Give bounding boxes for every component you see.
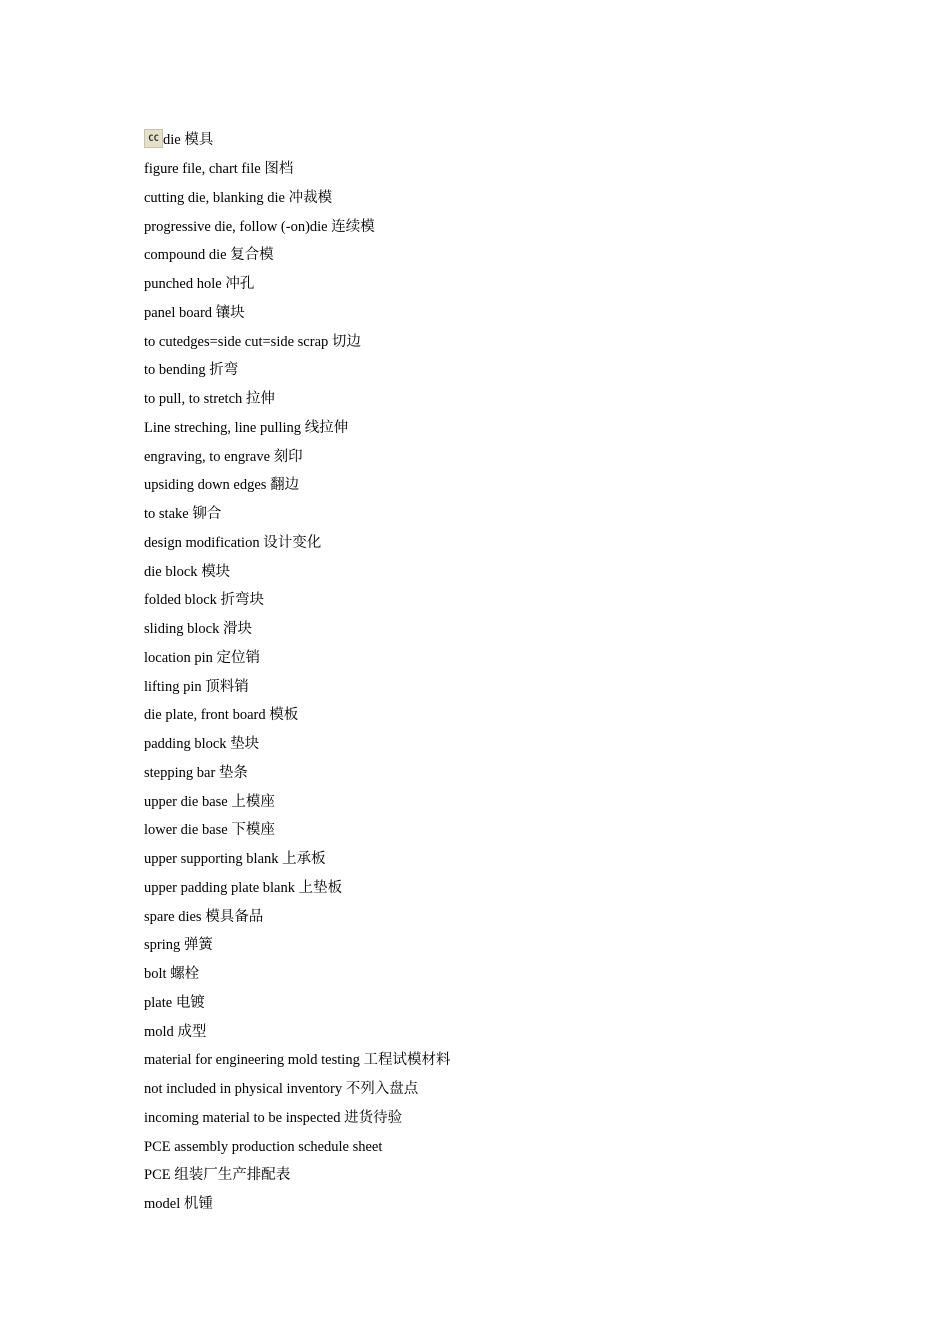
entry-chinese: 复合模 [230,247,274,264]
entry-chinese: 定位销 [216,649,260,666]
glossary-entry [144,845,904,874]
entry-english: upper padding plate blank [144,879,295,896]
entry-chinese: 刻印 [273,448,303,465]
glossary-entry [144,816,904,845]
entry-english: die block [144,563,198,580]
glossary-entry [144,328,904,357]
glossary-entry [144,903,904,932]
glossary-entry [144,874,904,903]
glossary-entry [144,730,904,759]
entry-chinese: 成型 [177,1023,207,1040]
glossary-entry [144,125,904,155]
glossary-entry [144,1018,904,1047]
entry-english: cutting die, blanking die [144,189,285,206]
entry-english: progressive die, follow (-on)die [144,218,328,235]
entry-chinese: 垫条 [218,764,248,781]
glossary-entry [144,615,904,644]
glossary-entry [144,989,904,1018]
glossary-entry [144,184,904,213]
entry-english: material for engineering mold testing [144,1052,360,1069]
glossary-entry [144,1104,904,1133]
entry-chinese: 铆合 [192,506,222,522]
glossary-entry [144,673,904,702]
entry-chinese: 下模座 [231,822,275,839]
entry-english: compound die [144,247,227,264]
glossary-entry [144,1161,904,1190]
entry-chinese: 弹簧 [183,937,213,954]
glossary-entry [144,644,904,673]
glossary-page [144,125,904,1219]
glossary-entry [144,1075,904,1104]
entry-chinese: 上垫板 [298,879,343,896]
entry-chinese: 组装厂生产排配表 [174,1167,291,1184]
glossary-entry [144,356,904,385]
entry-chinese: 折弯块 [220,592,265,609]
entry-english: engraving, to engrave [144,448,271,465]
glossary-entry [144,1046,904,1075]
entry-chinese: 机锺 [183,1196,213,1212]
entry-english: to cutedges=side cut=side scrap [144,333,329,350]
glossary-entry [144,701,904,730]
entry-english: folded block [144,592,217,609]
entry-chinese: 上承板 [282,851,326,867]
entry-chinese: 连续模 [331,218,375,235]
entry-chinese: 模板 [269,707,299,724]
glossary-entry [144,759,904,788]
glossary-entry [144,241,904,270]
entry-chinese: 折弯 [209,362,239,379]
entry-chinese: 模具 [184,132,214,148]
entry-english: padding block [144,736,227,752]
entry-english: sliding block [144,621,220,637]
entry-english: stepping bar [144,764,216,781]
glossary-entry [144,443,904,472]
entry-english: design modification [144,534,260,551]
entry-english: spare dies [144,908,202,925]
entry-english: die [163,132,181,148]
entry-english: figure file, chart file [144,161,261,177]
entry-english: lower die base [144,822,228,839]
document-logo-icon: CC [144,129,163,148]
entry-english: spring [144,937,181,954]
entry-english: incoming material to be inspected [144,1109,341,1126]
entry-chinese: 冲孔 [225,276,255,292]
glossary-entry [144,1190,904,1219]
entry-english: model [144,1196,181,1212]
entry-english: punched hole [144,276,222,292]
entry-chinese: 图档 [264,161,294,177]
glossary-entry [144,213,904,242]
glossary-entry [144,270,904,299]
entry-english: upper supporting blank [144,851,279,867]
entry-english: lifting pin [144,678,202,695]
entry-english: PCE [144,1167,171,1184]
entry-chinese: 镶块 [215,304,245,321]
entry-chinese: 上模座 [231,793,275,810]
entry-chinese: 垫块 [230,736,260,752]
glossary-list [144,155,904,1219]
entry-english: mold [144,1023,174,1040]
glossary-entry [144,500,904,529]
entry-chinese: 切边 [331,333,361,350]
glossary-entry [144,471,904,500]
entry-english: not included in physical inventory [144,1081,343,1097]
glossary-entry [144,1133,904,1162]
entry-chinese: 设计变化 [263,534,322,551]
entry-english: upper die base [144,793,228,810]
entry-chinese: 模块 [201,563,231,580]
entry-english: plate [144,994,173,1011]
entry-english: to stake [144,506,189,522]
entry-chinese: 冲裁模 [288,189,333,206]
entry-chinese: 螺栓 [170,966,200,982]
entry-chinese: 滑块 [222,621,252,637]
glossary-entry [144,586,904,615]
glossary-entry [144,931,904,960]
entry-chinese: 拉伸 [245,391,275,407]
entry-chinese: 进货待验 [344,1109,403,1126]
entry-chinese: 线拉伸 [304,419,349,436]
entry-english: location pin [144,649,213,666]
entry-chinese: 模具备品 [205,908,264,925]
entry-english: PCE assembly production schedule sheet [144,1138,383,1155]
glossary-entry [144,155,904,184]
entry-chinese: 电镀 [175,994,205,1011]
entry-english: to pull, to stretch [144,391,243,407]
entry-chinese: 翻边 [270,477,300,494]
glossary-entry [144,299,904,328]
entry-chinese: 工程试模材料 [363,1052,451,1069]
glossary-entry [144,529,904,558]
entry-english: panel board [144,304,213,321]
entry-english: to bending [144,362,206,379]
glossary-entry [144,558,904,587]
entry-english: die plate, front board [144,707,266,724]
entry-english: bolt [144,966,167,982]
glossary-entry [144,788,904,817]
entry-english: upsiding down edges [144,477,267,494]
entry-chinese: 顶料销 [205,678,249,695]
glossary-entry [144,414,904,443]
glossary-entry [144,960,904,989]
entry-english: Line streching, line pulling [144,419,302,436]
entry-chinese: 不列入盘点 [345,1081,419,1097]
glossary-entry [144,385,904,414]
